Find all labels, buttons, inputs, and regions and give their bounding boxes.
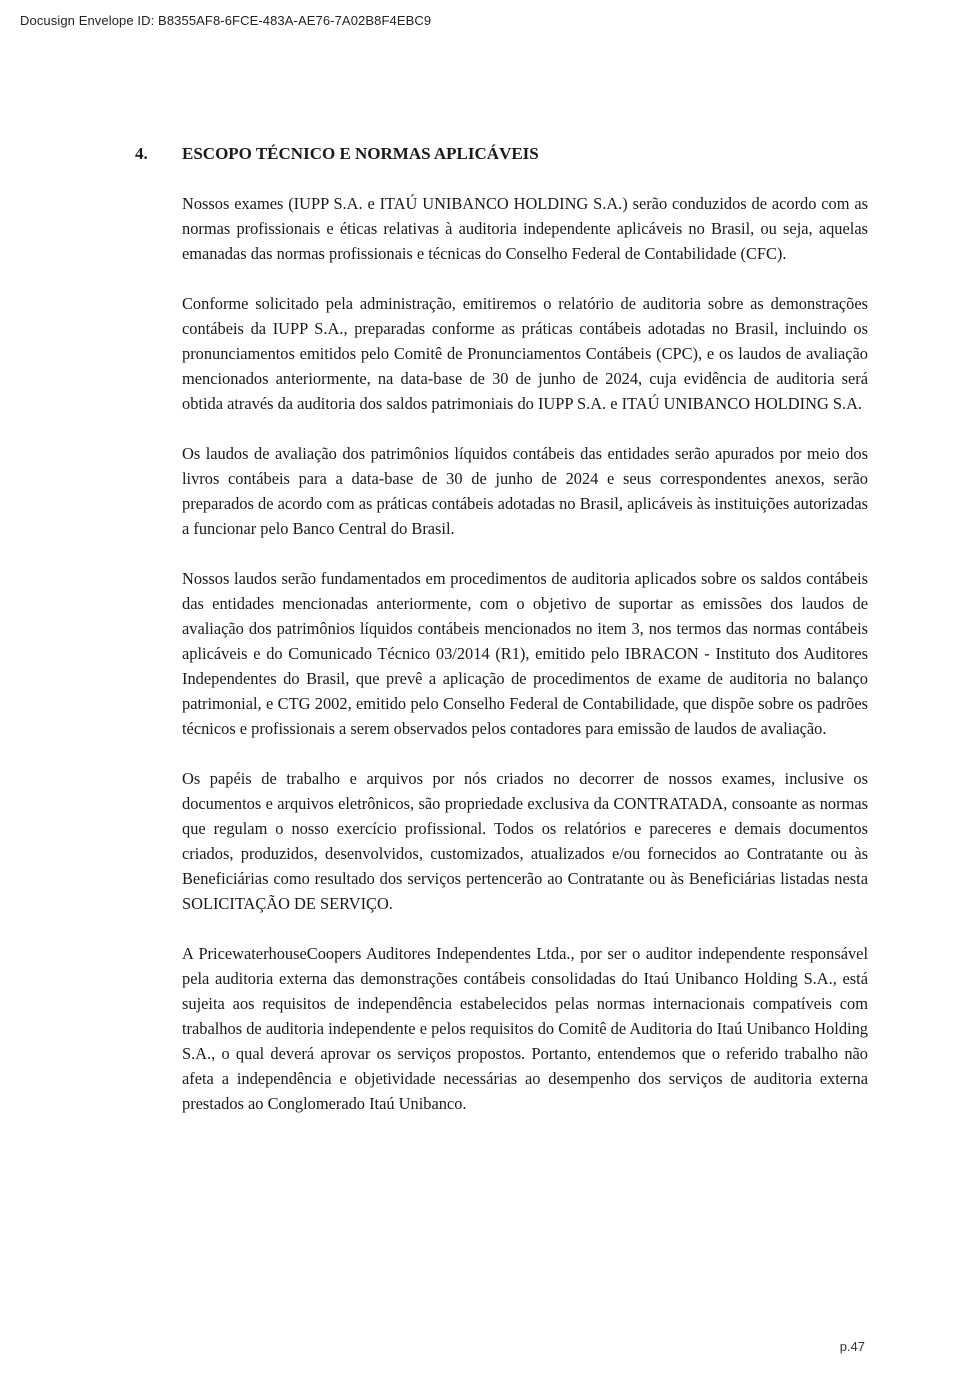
paragraph-audit-report: Conforme solicitado pela administração, emitiremos o relatório de auditoria sobre as demonstrações contábeis da IUPP S.A., preparadas conforme as práticas contábeis adotadas no Brasil, incluindo os pronunciamentos emitidos pelo Comitê de Pronunciamentos Contábeis (CPC), e os laudos de avaliação mencionados anteriormente, na data-base de 30 de junho de 2024, cuja evidência de auditoria será obtida através da auditoria dos saldos patrimoniais do IUPP S.A. e ITAÚ UNIBANCO HOLDING S.A. (182, 294, 868, 413)
paragraph-scope-standards: Nossos exames (IUPP S.A. e ITAÚ UNIBANCO HOLDING S.A.) serão conduzidos de acordo com as normas profissionais e éticas relativas à auditoria independente aplicáveis no Brasil, ou seja, aquelas emanadas das normas profissionais e técnicas do Conselho Federal de Contabilidade (CFC). (182, 194, 868, 263)
section-body (182, 191, 868, 1141)
section-heading (135, 143, 875, 165)
paragraph-working-papers: Os papéis de trabalho e arquivos por nós criados no decorrer de nossos exames, inclusive os documentos e arquivos eletrônicos, são propriedade exclusiva da CONTRATADA, consoante as normas que regulam o nosso exercício profissional. Todos os relatórios e pareceres e demais documentos criados, produzidos, desenvolvidos, customizados, atualizados e/ou fornecidos ao Contratante ou às Beneficiárias como resultado dos serviços pertencerão ao Contratante ou às Beneficiárias listadas nesta SOLICITAÇÃO DE SERVIÇO. (182, 769, 868, 913)
envelope-id: Docusign Envelope ID: B8355AF8-6FCE-483A-AE76-7A02B8F4EBC9 (20, 13, 432, 28)
section-title: ESCOPO TÉCNICO E NORMAS APLICÁVEIS (182, 144, 539, 163)
paragraph-independence: A PricewaterhouseCoopers Auditores Independentes Ltda., por ser o auditor independente responsável pela auditoria externa das demonstrações contábeis consolidadas do Itaú Unibanco Holding S.A., está sujeita aos requisitos de independência estabelecidos pelas normas internacionais compatíveis com trabalhos de auditoria independente e pelos requisitos do Comitê de Auditoria do Itaú Unibanco Holding S.A., o qual deverá aprovar os serviços propostos. Portanto, entendemos que o referido trabalho não afeta a independência e objetividade necessárias ao desempenho dos serviços de auditoria externa prestados ao Conglomerado Itaú Unibanco. (182, 944, 868, 1113)
page-number: p.47 (839, 1339, 865, 1354)
paragraph-procedures: Nossos laudos serão fundamentados em procedimentos de auditoria aplicados sobre os saldos contábeis das entidades mencionadas anteriormente, com o objetivo de suportar as emissões dos laudos de avaliação dos patrimônios líquidos contábeis mencionados no item 3, nos termos das normas contábeis aplicáveis e do Comunicado Técnico 03/2014 (R1), emitido pelo IBRACON - Instituto dos Auditores Independentes do Brasil, que prevê a aplicação de procedimentos de exame de auditoria no balanço patrimonial, e CTG 2002, emitido pelo Conselho Federal de Contabilidade, que dispõe sobre os padrões técnicos e profissionais a serem observados pelos contadores para emissão de laudos de avaliação. (182, 569, 868, 738)
section-number: 4. (135, 144, 148, 163)
paragraph-valuation-reports: Os laudos de avaliação dos patrimônios líquidos contábeis das entidades serão apurados por meio dos livros contábeis para a data-base de 30 de junho de 2024 e seus correspondentes anexos, serão preparados de acordo com as práticas contábeis adotadas no Brasil, aplicáveis às instituições autorizadas a funcionar pelo Banco Central do Brasil. (182, 444, 868, 538)
